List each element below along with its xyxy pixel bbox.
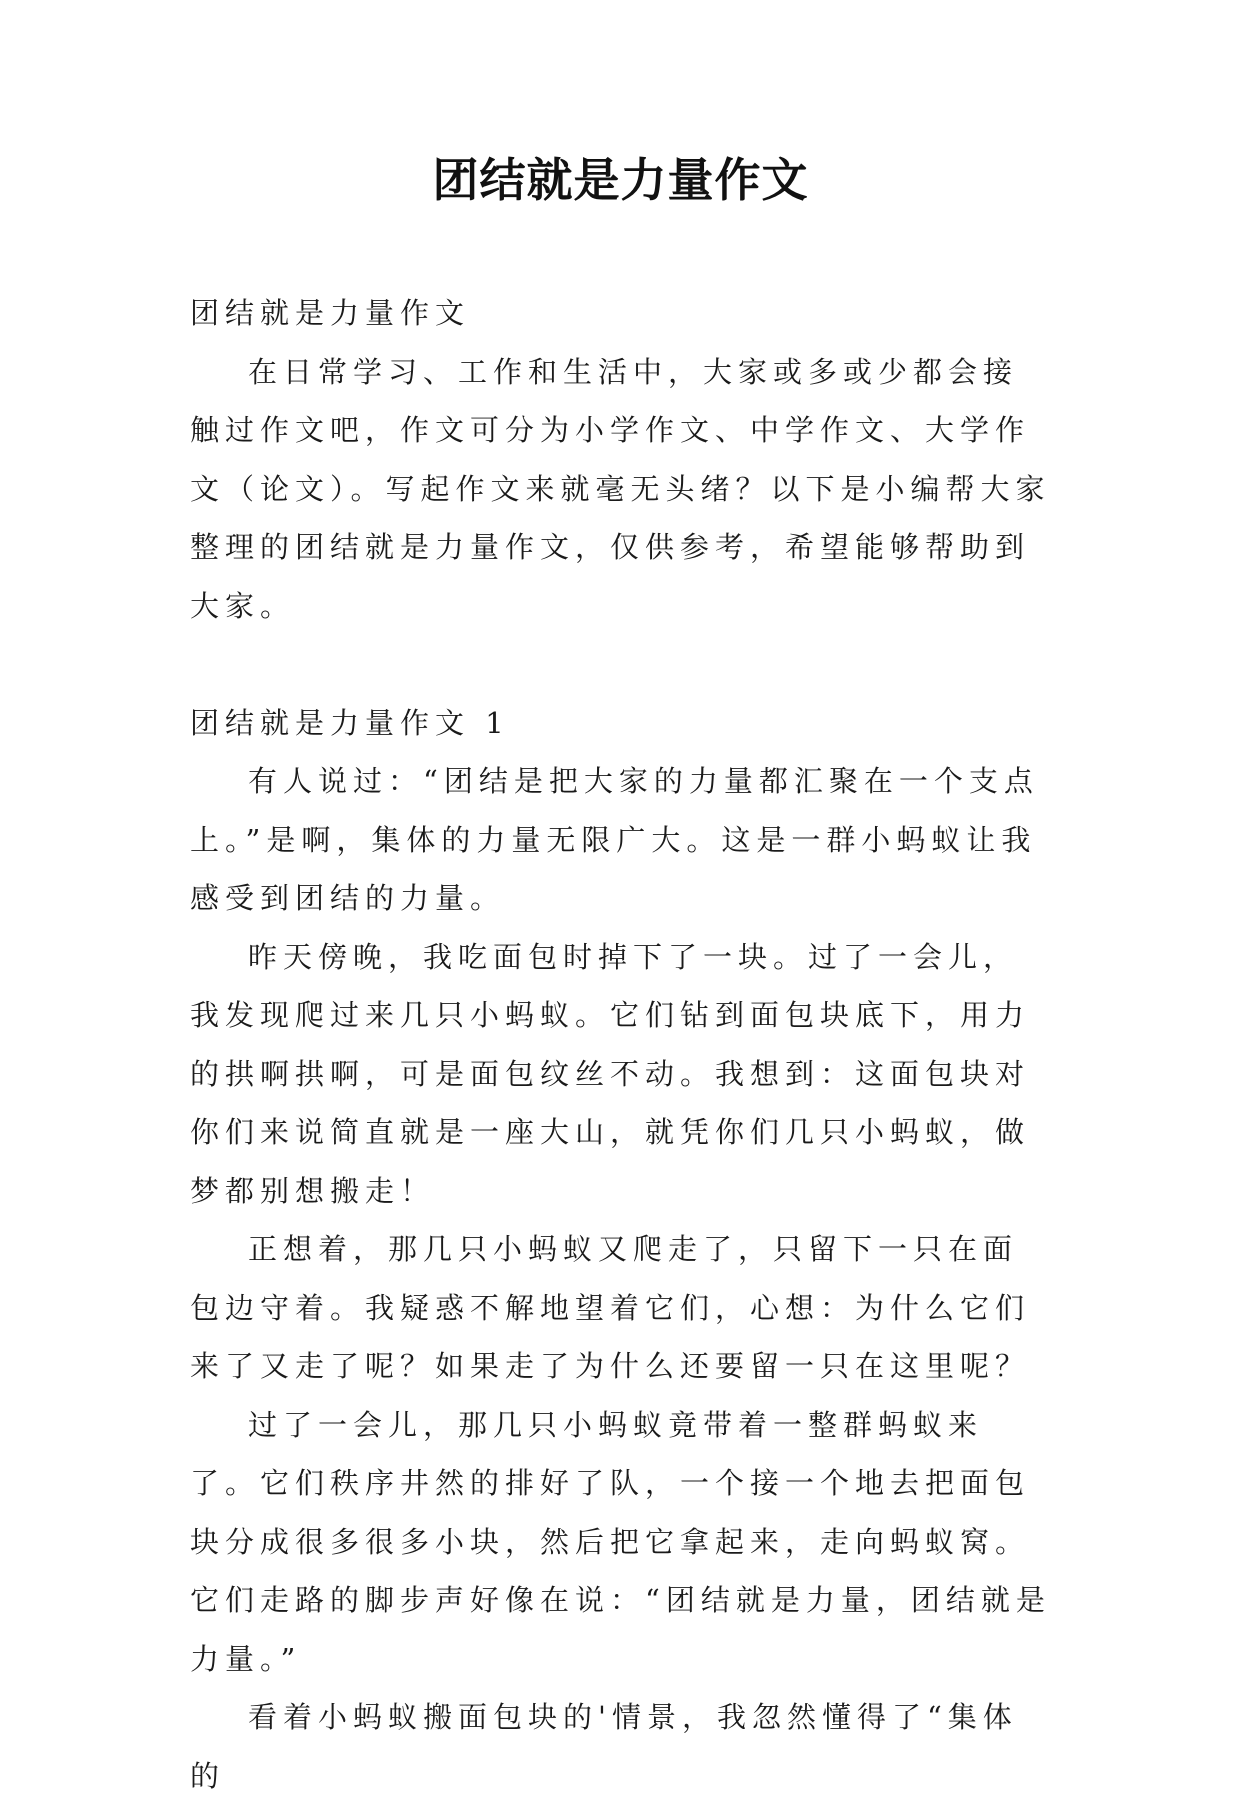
essay-1-paragraph: 昨天傍晚，我吃面包时掉下了一块。过了一会儿，我发现爬过来几只小蚂蚁。它们钻到面包块底下，用力的拱啊拱啊，可是面包纹丝不动。我想到：这面包块对你们来说简直就是一座大山，就凭你们几只小蚂蚁，做梦都别想搬走！ [190,939,1031,1208]
document-body [190,284,1052,1805]
essay-1-paragraph: 过了一会儿，那几只小蚂蚁竟带着一整群蚂蚁来了。它们秩序井然的排好了队，一个接一个地去把面包块分成很多很多小块，然后把它拿起来，走向蚂蚁窝。它们走路的脚步声好像在说：“团结就是力量，团结就是力量。” [190,1407,1051,1676]
document-title: 团结就是力量作文 [432,153,809,207]
essay-1-heading: 团结就是力量作文 1 [190,705,510,740]
intro-heading: 团结就是力量作文 [190,296,471,330]
section-spacer [190,635,1052,694]
essay-1-paragraph: 看着小蚂蚁搬面包块的'情景，我忽然懂得了“集体的 [190,1700,1018,1793]
intro-paragraph: 在日常学习、工作和生活中，大家或多或少都会接触过作文吧，作文可分为小学作文、中学作文、大学作文（论文）。写起作文来就毫无头绪？以下是小编帮大家整理的团结就是力量作文，仅供参考，希望能够帮助到大家。 [190,354,1051,623]
essay-1-paragraph: 有人说过：“团结是把大家的力量都汇聚在一个支点上。”是啊，集体的力量无限广大。这是一群小蚂蚁让我感受到团结的力量。 [190,764,1039,915]
essay-1-paragraph: 正想着，那几只小蚂蚁又爬走了，只留下一只在面包边守着。我疑惑不解地望着它们，心想：为什么它们来了又走了呢？如果走了为什么还要留一只在这里呢？ [190,1232,1031,1383]
